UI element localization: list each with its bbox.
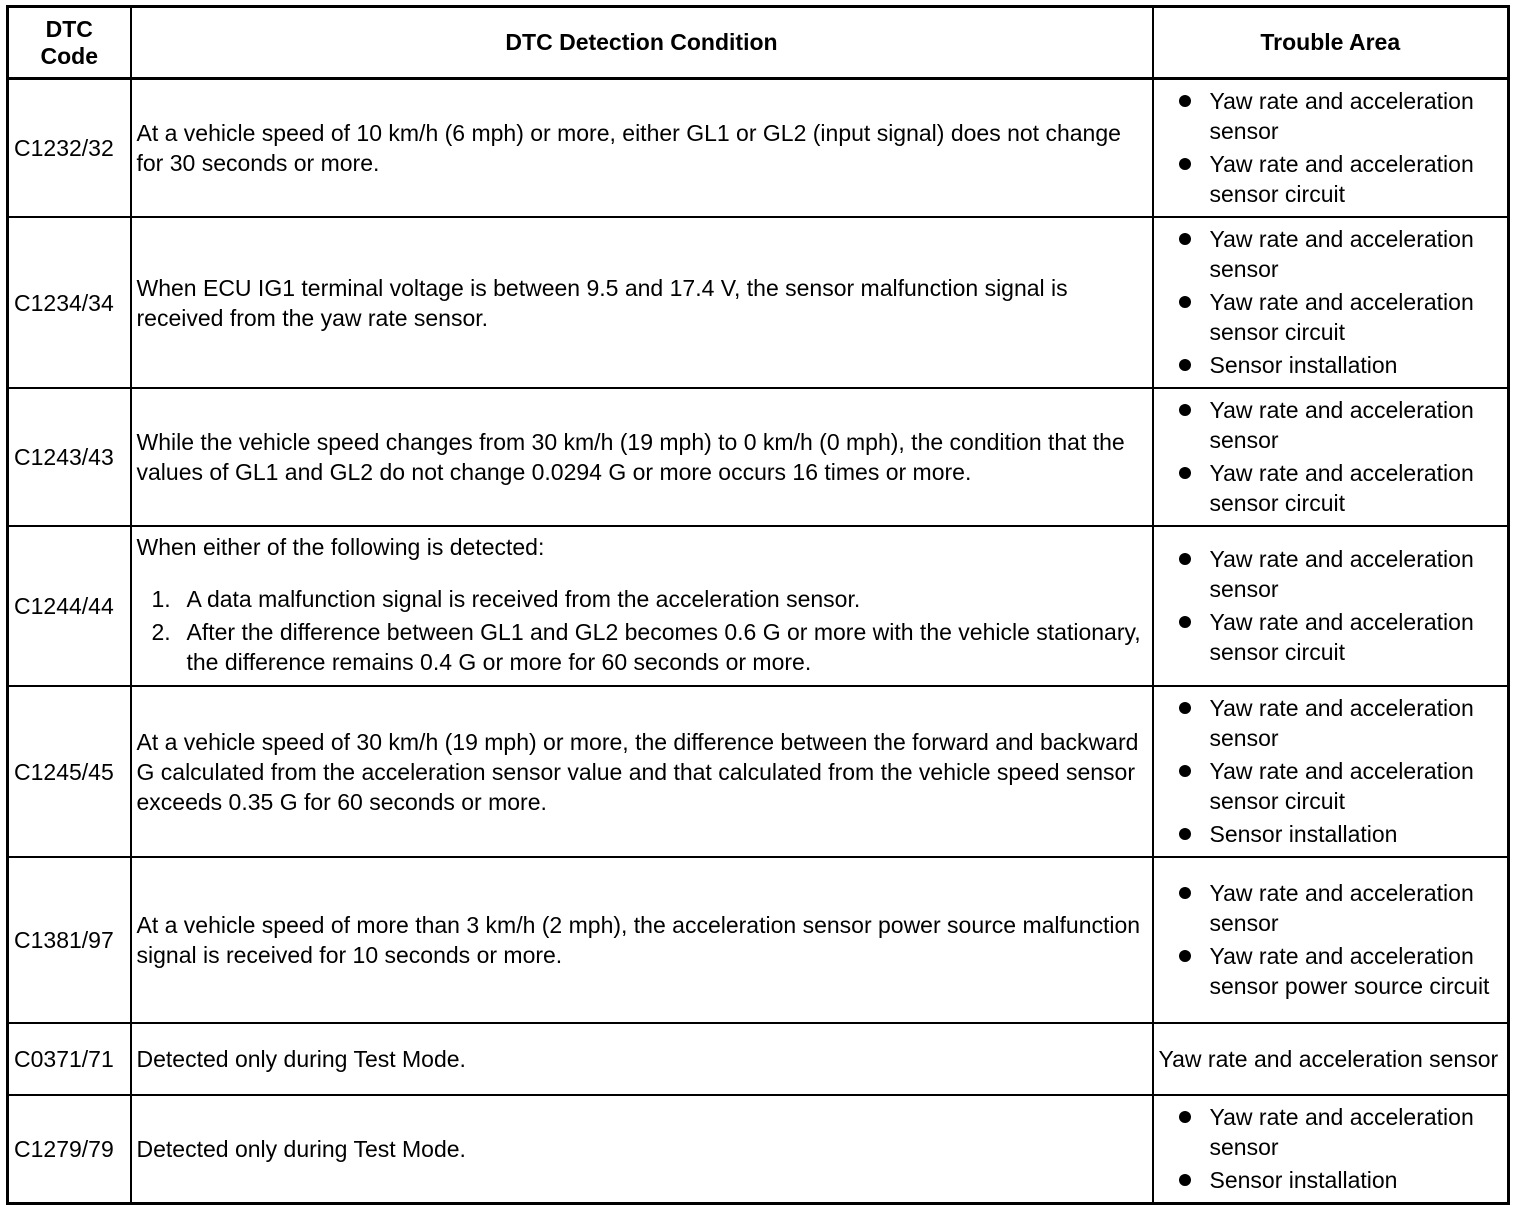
trouble-area bbox=[1153, 526, 1509, 686]
detection-condition bbox=[131, 526, 1153, 686]
header-detection-condition: DTC Detection Condition bbox=[131, 7, 1153, 79]
step-number: 2. bbox=[151, 619, 171, 645]
trouble-area-item: Yaw rate and acceleration sensor bbox=[1160, 544, 1502, 604]
trouble-area-item: Yaw rate and acceleration sensor bbox=[1160, 1102, 1502, 1162]
trouble-area-item: Yaw rate and acceleration sensor circuit bbox=[1160, 149, 1502, 209]
step-text: After the difference between GL1 and GL2 becomes 0.6 G or more with the vehicle stationary, the difference remains 0.4 G or more for 60 seconds or more. bbox=[186, 619, 1141, 675]
table-row bbox=[8, 1095, 1509, 1204]
condition-step bbox=[137, 617, 1148, 677]
trouble-area-item: Sensor installation bbox=[1160, 1165, 1502, 1195]
dtc-code: C1232/32 bbox=[8, 79, 131, 218]
trouble-area bbox=[1153, 857, 1509, 1023]
dtc-code: C1243/43 bbox=[8, 388, 131, 526]
detection-condition: When ECU IG1 terminal voltage is between 9.5 and 17.4 V, the sensor malfunction signal is received from the yaw rate sensor. bbox=[131, 217, 1153, 388]
trouble-area-item: Yaw rate and acceleration sensor circuit bbox=[1160, 607, 1502, 667]
trouble-area-item: Yaw rate and acceleration sensor circuit bbox=[1160, 756, 1502, 816]
table-row bbox=[8, 1023, 1509, 1095]
step-number: 1. bbox=[151, 586, 171, 612]
trouble-area: Yaw rate and acceleration sensor bbox=[1153, 1023, 1509, 1095]
dtc-code: C1381/97 bbox=[8, 857, 131, 1023]
table-row bbox=[8, 686, 1509, 857]
trouble-area-item: Yaw rate and acceleration sensor bbox=[1160, 878, 1502, 938]
dtc-code: C1234/34 bbox=[8, 217, 131, 388]
table-row bbox=[8, 217, 1509, 388]
step-text: A data malfunction signal is received from the acceleration sensor. bbox=[186, 586, 861, 612]
trouble-area-item: Yaw rate and acceleration sensor bbox=[1160, 693, 1502, 753]
header-trouble-area: Trouble Area bbox=[1153, 7, 1509, 79]
trouble-area bbox=[1153, 388, 1509, 526]
table-row bbox=[8, 526, 1509, 686]
detection-condition: Detected only during Test Mode. bbox=[131, 1023, 1153, 1095]
trouble-area-item: Sensor installation bbox=[1160, 350, 1502, 380]
detection-condition: Detected only during Test Mode. bbox=[131, 1095, 1153, 1204]
dtc-code: C1279/79 bbox=[8, 1095, 131, 1204]
table-row bbox=[8, 79, 1509, 218]
header-row bbox=[8, 7, 1509, 79]
trouble-area bbox=[1153, 79, 1509, 218]
table-row bbox=[8, 857, 1509, 1023]
detection-condition: While the vehicle speed changes from 30 km/h (19 mph) to 0 km/h (0 mph), the condition that the values of GL1 and GL2 do not change 0.0294 G or more occurs 16 times or more. bbox=[131, 388, 1153, 526]
condition-intro: When either of the following is detected: bbox=[136, 534, 545, 560]
trouble-area-item: Yaw rate and acceleration sensor bbox=[1160, 86, 1502, 146]
trouble-area bbox=[1153, 1095, 1509, 1204]
dtc-code: C0371/71 bbox=[8, 1023, 131, 1095]
trouble-area-item: Yaw rate and acceleration sensor power source circuit bbox=[1160, 941, 1502, 1001]
trouble-area bbox=[1153, 217, 1509, 388]
dtc-table bbox=[6, 5, 1510, 1205]
trouble-area bbox=[1153, 686, 1509, 857]
dtc-code: C1245/45 bbox=[8, 686, 131, 857]
trouble-area-item: Yaw rate and acceleration sensor bbox=[1160, 224, 1502, 284]
header-dtc-code: DTC Code bbox=[8, 7, 131, 79]
trouble-area-item: Yaw rate and acceleration sensor circuit bbox=[1160, 287, 1502, 347]
trouble-area-item: Yaw rate and acceleration sensor bbox=[1160, 395, 1502, 455]
table-row bbox=[8, 388, 1509, 526]
detection-condition: At a vehicle speed of more than 3 km/h (2 mph), the acceleration sensor power source malfunction signal is received for 10 seconds or more. bbox=[131, 857, 1153, 1023]
detection-condition: At a vehicle speed of 30 km/h (19 mph) or more, the difference between the forward and backward G calculated from the acceleration sensor value and that calculated from the vehicle speed sensor exceeds 0.35 G for 60 seconds or more. bbox=[131, 686, 1153, 857]
condition-step bbox=[137, 584, 1148, 614]
trouble-area-item: Yaw rate and acceleration sensor circuit bbox=[1160, 458, 1502, 518]
trouble-area-item: Sensor installation bbox=[1160, 819, 1502, 849]
condition-steps bbox=[137, 584, 1148, 677]
detection-condition: At a vehicle speed of 10 km/h (6 mph) or more, either GL1 or GL2 (input signal) does not change for 30 seconds or more. bbox=[131, 79, 1153, 218]
dtc-code: C1244/44 bbox=[8, 526, 131, 686]
